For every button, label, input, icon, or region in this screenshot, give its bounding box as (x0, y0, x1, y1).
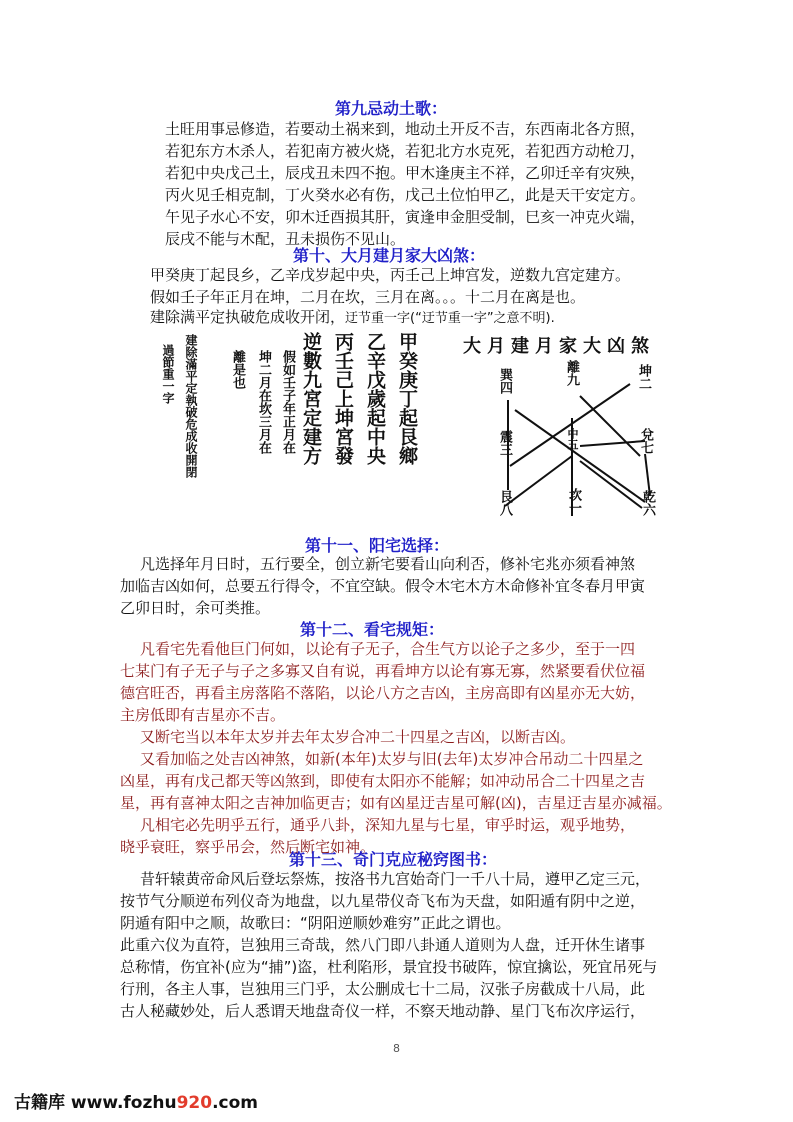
scan-column: 過節重一字 (161, 344, 175, 404)
site-name: 古籍库 (14, 1093, 65, 1113)
section-10-line (150, 306, 555, 330)
scan-column: 離是也 (230, 350, 245, 389)
section-9-line: 若犯中央戊己土，辰戌丑未四不抱。甲木逢庚主不祥，乙卯迁辛有灾殃， (165, 164, 646, 182)
section-12-line: 主房低即有吉星亦不吉。 (120, 706, 286, 724)
section-11-line: 凡选择年月日时，五行要全，创立新宅要看山向利否，修补宅兆亦须看神煞 (140, 555, 636, 573)
section-11-line: 乙卯日时，余可类推。 (120, 599, 271, 617)
section-10-line-main: 建除满平定执破危成收开闭， (150, 308, 346, 326)
section-9-line: 丙火见壬相克制，丁火癸水必有伤，戊己土位怕甲乙，此是天干安定方。 (165, 186, 646, 204)
palace-node-zhong: 中五 (566, 428, 579, 450)
section-9-line: 土旺用事忌修造，若要动土祸来到，地动土开反不吉，东西南北各方照， (165, 120, 646, 138)
scan-column: 甲癸庚丁起艮鄉 (396, 332, 418, 465)
scan-column: 乙辛戊歲起中央 (364, 332, 386, 465)
palace-node-kun: 坤二 (636, 364, 651, 390)
diagram-title: 大月建月家大凶煞 (463, 336, 655, 357)
palace-node-dui: 兌七 (638, 428, 653, 454)
section-9-line: 若犯东方木杀人，若犯南方被火烧，若犯北方水克死，若犯西方动枪刀， (165, 142, 646, 160)
section-10-line: 假如壬子年正月在坤，二月在坎，三月在离。。。十二月在离是也。 (150, 288, 586, 306)
section-12-line: 星，再有喜神太阳之吉神加临更吉；如有凶星迂吉星可解(凶)，吉星迂吉星亦减福。 (120, 794, 672, 812)
palace-node-qian: 乾六 (640, 490, 655, 516)
section-13-line: 昔轩辕黄帝命风后登坛祭炼，按洛书九宫始奇门一千八十局，遵甲乙定三元， (140, 870, 651, 888)
site-footer (14, 1088, 258, 1113)
section-13-line: 总称情，伤宜补(应为“捕”)盗，杜利陷形，景宜投书破阵，惊宜擒讼，死宜吊死与 (120, 958, 658, 976)
section-13-line: 阴遁有阳中之顺，故歌曰：“阴阳逆顺妙难穷”正此之谓也。 (120, 914, 511, 932)
page-number: 8 (393, 1042, 400, 1055)
palace-node-gen: 艮八 (497, 490, 512, 516)
section-13-line: 行刑，各主人事，岂独用三门乎，太公删成七十二局，汉张子房截成十八局，此 (120, 980, 646, 998)
section-10-title: 第十、大月建月家大凶煞： (293, 246, 486, 265)
palace-node-xun: 巽四 (497, 368, 512, 394)
scan-column: 假如壬子年正月在 (280, 350, 295, 454)
scan-column: 丙壬己上坤宮發 (332, 332, 354, 465)
section-12-line: 又看加临之处吉凶神煞，如新(本年)太岁与旧(去年)太岁冲合吊动二十四星之 (140, 750, 644, 768)
section-13-title: 第十三、奇门克应秘窍图书： (289, 850, 498, 869)
section-9-line: 辰戌不能与木配，丑未损伤不见山。 (165, 230, 406, 248)
scan-column: 逆數九宮定建方 (300, 332, 322, 465)
section-11-title: 第十一、阳宅选择： (305, 536, 450, 555)
section-12-line: 晓乎衰旺，察乎吊会，然后断宅如神。 (120, 838, 376, 856)
section-12-line: 凡看宅先看他巨门何如，以论有子无子，合生气方以论子之多少，至于一四 (140, 640, 636, 658)
scan-column: 建除滿平定執破危成收開閉 (184, 334, 198, 478)
section-12-line: 德宫旺否，再看主房落陷不落陷，以论八方之吉凶，主房高即有凶星亦无大妨， (120, 684, 646, 702)
palace-node-zhen: 震三 (497, 430, 512, 456)
section-12-line: 又断宅当以本年太岁并去年太岁合冲二十四星之吉凶，以断吉凶。 (140, 728, 576, 746)
section-12-line: 凶星，再有戊己都天等凶煞到，即使有太阳亦不能解；如冲动吊合二十四星之吉 (120, 772, 646, 790)
section-12-line: 凡相宅必先明乎五行，通乎八卦，深知九星与七星，审乎时运，观乎地势， (140, 816, 636, 834)
scanned-inset (150, 330, 670, 530)
section-12-line: 七某门有子无子与子之多寡又自有说，再看坤方以论有寡无寡，然紧要看伏位福 (120, 662, 646, 680)
palace-node-kan: 坎一 (566, 488, 581, 514)
section-9-title: 第九忌动土歌： (335, 99, 448, 118)
palace-node-li: 離九 (564, 360, 579, 386)
section-11-line: 加临吉凶如何，总要五行得令，不宜空缺。假令木宅木方木命修补宜冬春月甲寅 (120, 577, 646, 595)
section-13-line: 按节气分顺逆布列仪奇为地盘，以九星带仪奇飞布为天盘，如阳遁有阴中之逆， (120, 892, 646, 910)
section-13-line: 此重六仪为直符，岂独用三奇哉，然八门即八卦通人道则为人盘，迁开休生诸事 (120, 936, 646, 954)
section-10-line: 甲癸庚丁起艮乡，乙辛戊岁起中央，丙壬己上坤宫发，逆数九宫定建方。 (150, 266, 631, 284)
section-12-title: 第十二、看宅规矩： (300, 620, 445, 639)
section-10-line-note: 迂节重一字(“迂节重一字”之意不明). (345, 311, 555, 326)
section-13-line: 古人秘藏妙处，后人悉谓天地盘奇仪一样，不察天地动静、星门飞布次序运行， (120, 1002, 646, 1020)
scan-column: 坤二月在坎三月在 (256, 350, 271, 454)
section-9-line: 午见子水心不安，卯木迁酉损其肝，寅逢申金胆受制，巳亥一冲克火端， (165, 208, 646, 226)
site-url[interactable]: www.fozhu920.com (70, 1093, 259, 1113)
